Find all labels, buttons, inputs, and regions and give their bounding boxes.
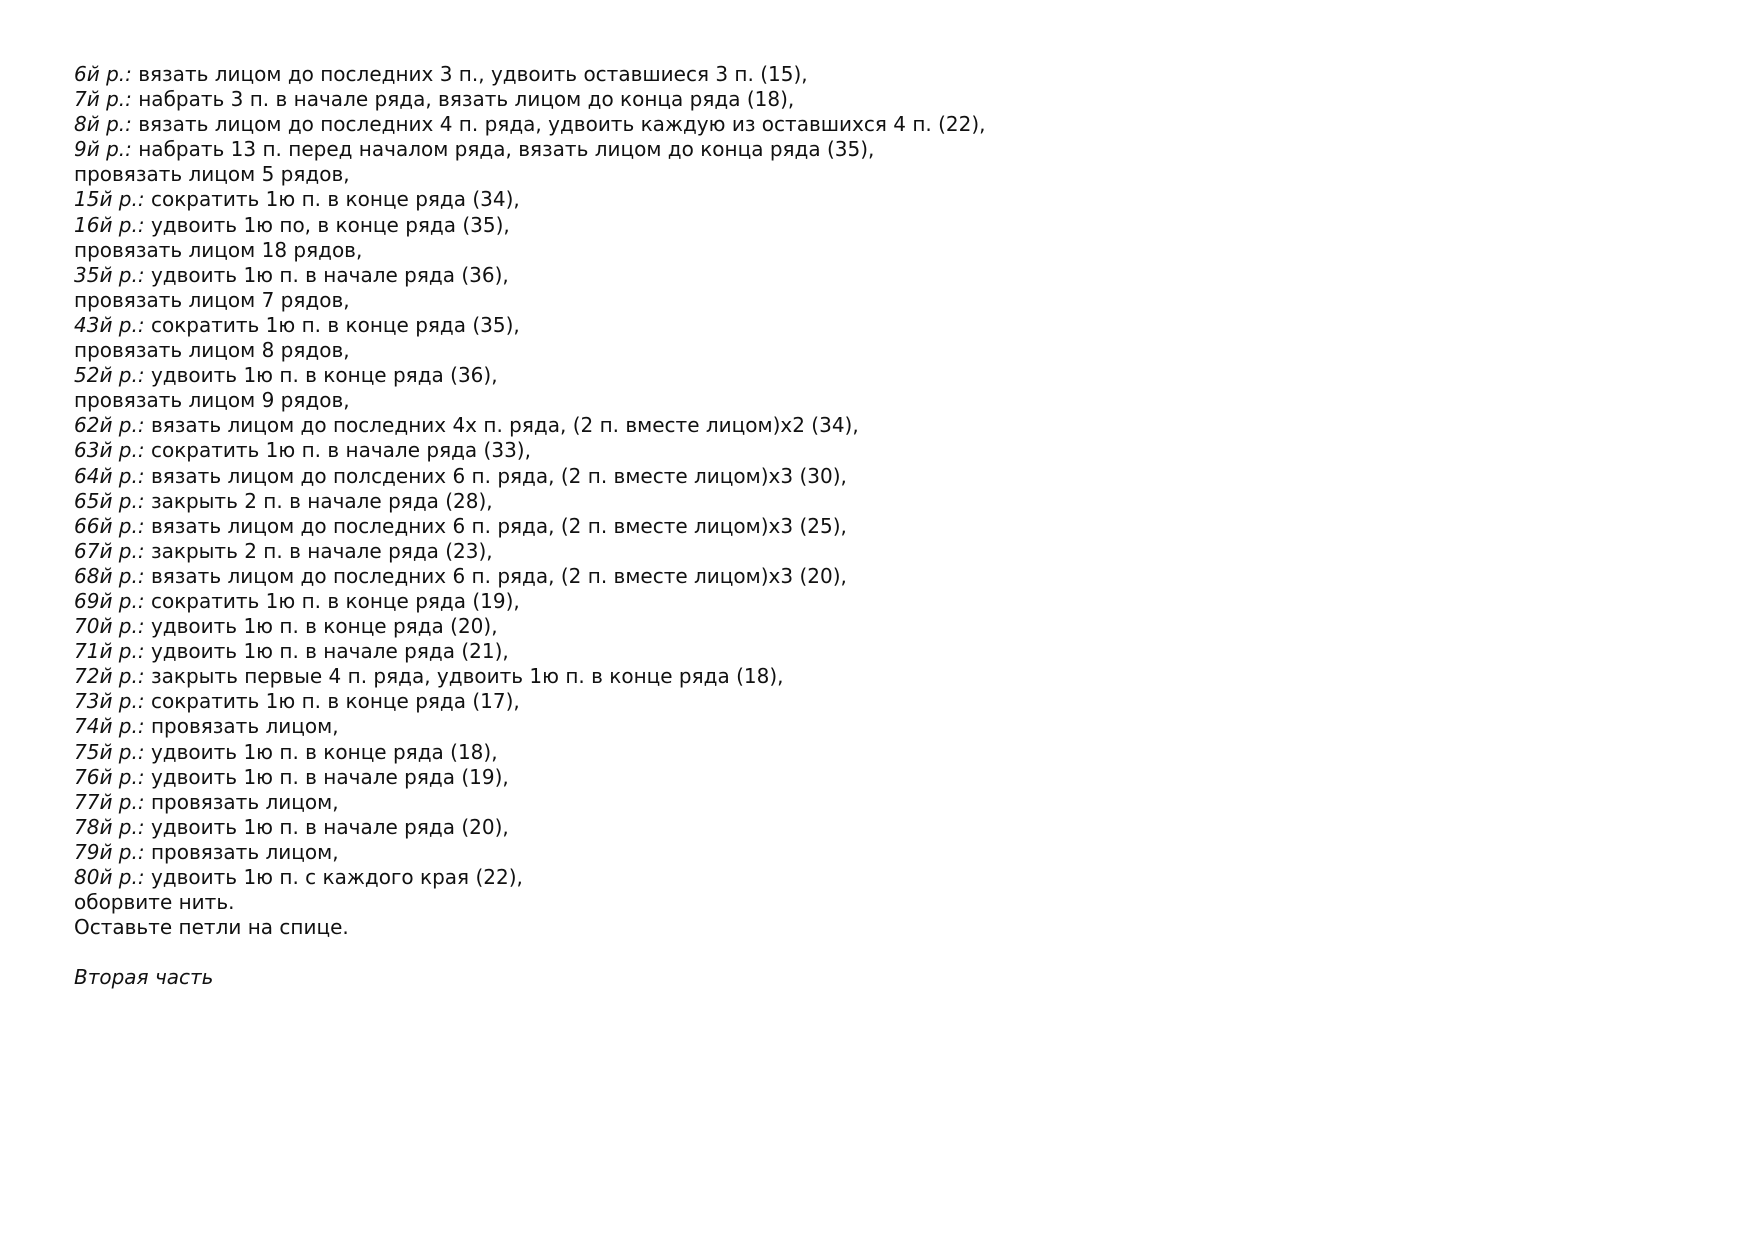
instruction-text: сократить 1ю п. в начале ряда (33), — [144, 438, 531, 463]
instruction-text: закрыть первые 4 п. ряда, удвоить 1ю п. в конце ряда (18), — [144, 664, 784, 689]
instruction-text: удвоить 1ю п. в начале ряда (36), — [144, 262, 509, 287]
instruction-text: вязать лицом до последних 4х п. ряда, (2 п. вместе лицом)x2 (34), — [144, 413, 859, 438]
instruction-text: оборвите нить. — [74, 890, 235, 915]
instruction-line — [74, 363, 1674, 388]
instruction-line — [74, 514, 1674, 539]
instruction-line — [74, 614, 1674, 639]
row-number-label: 9й р.: — [74, 137, 132, 162]
row-number-label: 6й р.: — [74, 62, 132, 86]
instruction-text: провязать лицом 9 рядов, — [74, 388, 350, 413]
row-number-label: 43й р.: — [74, 312, 145, 337]
instruction-line — [74, 388, 1674, 413]
instruction-text: вязать лицом до полсдених 6 п. ряда, (2 п. вместе лицом)x3 (30), — [144, 463, 847, 488]
instruction-list — [74, 62, 1674, 940]
instruction-text: сократить 1ю п. в конце ряда (19), — [144, 588, 520, 613]
row-number-label: 69й р.: — [74, 588, 145, 613]
row-number-label: 79й р.: — [74, 839, 145, 864]
instruction-text: провязать лицом 18 рядов, — [74, 237, 363, 262]
row-number-label: 52й р.: — [74, 363, 145, 388]
row-number-label: 73й р.: — [74, 689, 145, 714]
instruction-line — [74, 87, 1674, 112]
instruction-line — [74, 589, 1674, 614]
row-number-label: 66й р.: — [74, 513, 145, 538]
instruction-line — [74, 313, 1674, 338]
instruction-line — [74, 689, 1674, 714]
instruction-text: удвоить 1ю п. в начале ряда (19), — [144, 764, 509, 789]
instruction-text: удвоить 1ю п. в начале ряда (21), — [144, 639, 509, 664]
instruction-text: удвоить 1ю п. в конце ряда (20), — [144, 614, 498, 639]
instruction-line — [74, 187, 1674, 212]
row-number-label: 80й р.: — [74, 865, 145, 889]
row-number-label: 65й р.: — [74, 488, 145, 513]
row-number-label: 75й р.: — [74, 739, 145, 764]
instruction-line — [74, 438, 1674, 463]
instruction-text: удвоить 1ю п. в конце ряда (18), — [144, 739, 498, 764]
instruction-text: провязать лицом 8 рядов, — [74, 338, 350, 363]
blank-line — [74, 940, 1674, 965]
row-number-label: 74й р.: — [74, 714, 145, 739]
row-number-label: 72й р.: — [74, 664, 145, 689]
instruction-line — [74, 539, 1674, 564]
instruction-text: вязать лицом до последних 3 п., удвоить оставшиеся 3 п. (15), — [131, 62, 808, 86]
instruction-line — [74, 263, 1674, 288]
instruction-text: удвоить 1ю п. в начале ряда (20), — [144, 814, 509, 839]
instruction-line — [74, 740, 1674, 765]
instruction-line — [74, 890, 1674, 915]
row-number-label: 68й р.: — [74, 563, 145, 588]
instruction-text: провязать лицом, — [144, 789, 339, 814]
instruction-text: вязать лицом до последних 6 п. ряда, (2 п. вместе лицом)x3 (25), — [144, 513, 847, 538]
document-page — [74, 62, 1674, 990]
instruction-line — [74, 112, 1674, 137]
instruction-line — [74, 714, 1674, 739]
instruction-text: удвоить 1ю п. в конце ряда (36), — [144, 363, 498, 388]
instruction-text: вязать лицом до последних 6 п. ряда, (2 п. вместе лицом)x3 (20), — [144, 563, 847, 588]
instruction-line — [74, 790, 1674, 815]
instruction-line — [74, 62, 1674, 87]
instruction-text: провязать лицом 7 рядов, — [74, 287, 350, 312]
row-number-label: 62й р.: — [74, 413, 145, 438]
instruction-text: закрыть 2 п. в начале ряда (23), — [144, 538, 493, 563]
instruction-text: сократить 1ю п. в конце ряда (35), — [144, 312, 520, 337]
row-number-label: 76й р.: — [74, 764, 145, 789]
instruction-line — [74, 664, 1674, 689]
instruction-text: удвоить 1ю по, в конце ряда (35), — [144, 212, 510, 237]
instruction-text: сократить 1ю п. в конце ряда (34), — [144, 187, 520, 212]
row-number-label: 15й р.: — [74, 187, 145, 212]
row-number-label: 8й р.: — [74, 112, 132, 137]
instruction-line — [74, 765, 1674, 790]
row-number-label: 71й р.: — [74, 639, 145, 664]
row-number-label: 63й р.: — [74, 438, 145, 463]
instruction-text: провязать лицом 5 рядов, — [74, 162, 350, 187]
instruction-line — [74, 464, 1674, 489]
row-number-label: 7й р.: — [74, 87, 132, 112]
instruction-text: закрыть 2 п. в начале ряда (28), — [144, 488, 493, 513]
row-number-label: 16й р.: — [74, 212, 145, 237]
instruction-line — [74, 413, 1674, 438]
instruction-line — [74, 338, 1674, 363]
instruction-text: удвоить 1ю п. с каждого края (22), — [144, 865, 523, 889]
instruction-text: сократить 1ю п. в конце ряда (17), — [144, 689, 520, 714]
instruction-line — [74, 162, 1674, 187]
instruction-text: набрать 13 п. перед началом ряда, вязать лицом до конца ряда (35), — [131, 137, 875, 162]
instruction-text: провязать лицом, — [144, 839, 339, 864]
instruction-line — [74, 840, 1674, 865]
instruction-line — [74, 639, 1674, 664]
instruction-line — [74, 564, 1674, 589]
instruction-line — [74, 288, 1674, 313]
row-number-label: 35й р.: — [74, 262, 145, 287]
instruction-text: Оставьте петли на спице. — [74, 915, 349, 940]
row-number-label: 64й р.: — [74, 463, 145, 488]
instruction-line — [74, 815, 1674, 840]
instruction-line — [74, 915, 1674, 940]
row-number-label: 67й р.: — [74, 538, 145, 563]
instruction-text: набрать 3 п. в начале ряда, вязать лицом до конца ряда (18), — [131, 87, 795, 112]
row-number-label: 70й р.: — [74, 614, 145, 639]
instruction-line — [74, 865, 1674, 890]
instruction-line — [74, 238, 1674, 263]
section-title: Вторая часть — [74, 965, 214, 990]
instruction-line — [74, 489, 1674, 514]
row-number-label: 78й р.: — [74, 814, 145, 839]
instruction-text: провязать лицом, — [144, 714, 339, 739]
row-number-label: 77й р.: — [74, 789, 145, 814]
instruction-line — [74, 137, 1674, 162]
instruction-line — [74, 213, 1674, 238]
instruction-text: вязать лицом до последних 4 п. ряда, удвоить каждую из оставшихся 4 п. (22), — [131, 112, 986, 137]
